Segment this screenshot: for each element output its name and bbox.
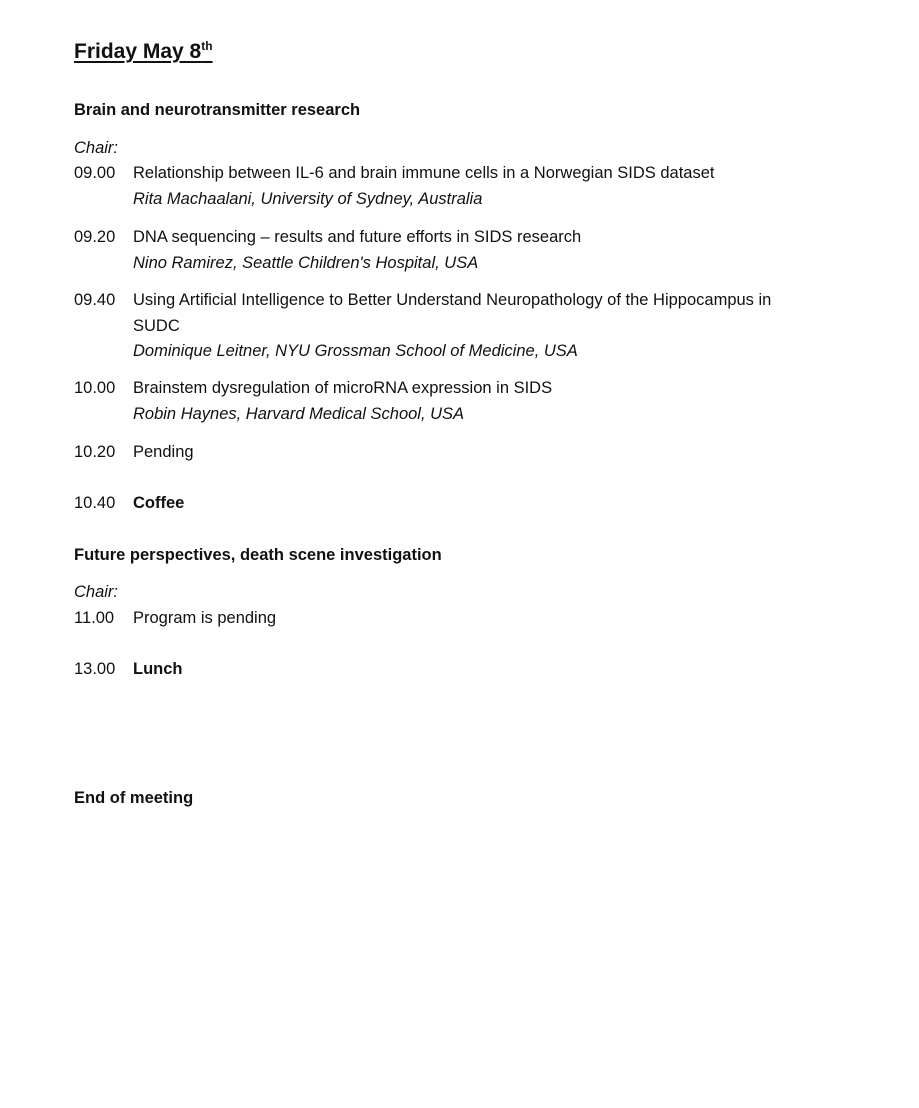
item-time: 10.20 — [74, 443, 116, 461]
item-speaker: Dominique Leitner, NYU Grossman School of Medicine, USA — [133, 342, 578, 360]
item-time: 10.00 — [74, 379, 116, 397]
item-title: Relationship between IL-6 and brain immune cells in a Norwegian SIDS dataset — [133, 164, 715, 182]
item-title: Coffee — [133, 494, 185, 512]
item-time: 10.40 — [74, 494, 116, 512]
session-chair: Chair: — [74, 139, 119, 157]
day-title: Friday May 8th — [74, 39, 213, 63]
item-title: Using Artificial Intelligence to Better Understand Neuropathology of the Hippocampus in SUDC — [133, 291, 772, 335]
session-title: Future perspectives, death scene investigation — [74, 546, 442, 564]
item-time: 09.20 — [74, 228, 116, 246]
item-title: Program is pending — [133, 609, 277, 627]
program-item — [74, 225, 864, 276]
program-item-break — [74, 491, 864, 517]
item-title: DNA sequencing – results and future efforts in SIDS research — [133, 228, 582, 246]
item-title: Lunch — [133, 660, 183, 678]
item-time: 09.40 — [74, 291, 116, 309]
session-chair: Chair: — [74, 583, 119, 601]
item-title: Pending — [133, 443, 194, 461]
program-item — [74, 376, 864, 427]
item-time: 13.00 — [74, 660, 116, 678]
day-title-suffix: th — [201, 39, 213, 53]
program-item — [74, 440, 864, 466]
session-title: Brain and neurotransmitter research — [74, 101, 361, 119]
program-item — [74, 288, 864, 365]
item-title: Brainstem dysregulation of microRNA expression in SIDS — [133, 379, 553, 397]
item-speaker: Robin Haynes, Harvard Medical School, USA — [133, 404, 465, 423]
program-item — [74, 161, 864, 212]
program-item — [74, 606, 864, 632]
item-time: 11.00 — [74, 609, 115, 627]
item-time: 09.00 — [74, 164, 116, 182]
item-speaker: Rita Machaalani, University of Sydney, Australia — [133, 189, 483, 208]
end-of-meeting: End of meeting — [74, 789, 194, 807]
item-speaker: Nino Ramirez, Seattle Children's Hospital, USA — [133, 253, 479, 272]
program-item-break — [74, 657, 864, 683]
